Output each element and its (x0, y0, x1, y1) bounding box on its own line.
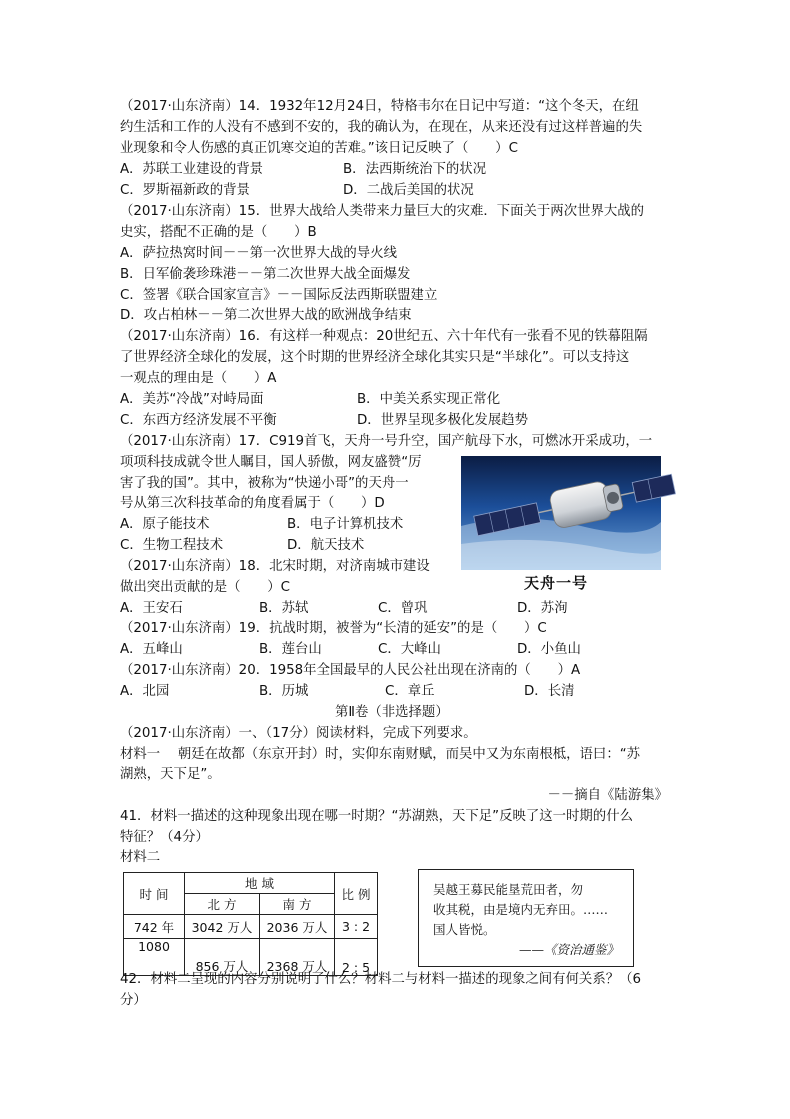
q16-option-c: C．东西方经济发展不平衡 (120, 413, 277, 428)
q17-option-b: B．电子计算机技术 (287, 517, 404, 532)
q15-option-c: C．签署《联合国家宣言》－－国际反法西斯联盟建立 (120, 288, 438, 303)
q14-option-b: B．法西斯统治下的状况 (343, 162, 487, 177)
q42-line1: 42．材料二呈现的内容分别说明了什么？材料二与材料一描述的现象之间有何关系？（6 (120, 972, 642, 987)
section2-title: 第Ⅱ卷（非选择题） (335, 705, 449, 720)
q41-line2: 特征？（4分） (120, 830, 209, 845)
population-table-wrapper (120, 868, 390, 975)
q14-option-d: D．二战后美国的状况 (343, 183, 474, 198)
q19-option-c: C．大峰山 (378, 642, 441, 657)
q41-line1: 41．材料一描述的这种现象出现在哪一时期？“苏湖熟，天下足”反映了这一时期的什么 (120, 809, 633, 824)
quote-line2: 收其税，由是境内无弃田。…… (433, 902, 609, 917)
q20-stem-line1: （2017·山东济南）20．1958年全国最早的人民公社出现在济南的（ ）A (120, 663, 581, 678)
q16-stem-line2: 了世界经济全球化的发展，这个时期的世界经济全球化其实只是“半球化”。可以支持这 (120, 350, 630, 365)
q18-option-c: C．曾巩 (378, 601, 428, 616)
table-cell-time: 742 年 (124, 915, 185, 939)
q19-option-b: B．莲台山 (259, 642, 322, 657)
q15-option-a: A．萨拉热窝时间－－第一次世界大战的导火线 (120, 246, 397, 261)
spacecraft-illustration (461, 456, 661, 570)
table-header-south: 南 方 (260, 894, 335, 915)
q19-option-d: D．小鱼山 (517, 642, 581, 657)
q15-stem-line1: （2017·山东济南）15．世界大战给人类带来力量巨大的灾难．下面关于两次世界大战的 (120, 204, 645, 219)
q17-option-c: C．生物工程技术 (120, 538, 224, 553)
table-header-time: 时 间 (124, 873, 185, 915)
q18-option-b: B．苏轼 (259, 601, 309, 616)
table-cell-north: 856 万人 (185, 939, 260, 976)
table-cell-south: 2036 万人 (260, 915, 335, 939)
q20-option-c: C．章丘 (385, 684, 435, 699)
q18-option-a: A．王安石 (120, 601, 183, 616)
q17-stem-line2: 项项科技成就令世人瞩目，国人骄傲，网友盛赞“厉 (120, 455, 422, 470)
q18-stem-line1: （2017·山东济南）18．北宋时期，对济南城市建设 (120, 559, 430, 574)
material2-label: 材料二 (120, 850, 161, 865)
table-header-ratio: 比 例 (335, 873, 378, 915)
q19-stem-line1: （2017·山东济南）19．抗战时期，被誉为“长清的延安”的是（ ）C (120, 621, 547, 636)
q18-option-d: D．苏洵 (517, 601, 568, 616)
q16-stem-line1: （2017·山东济南）16．有这样一种观点：20世纪五、六十年代有一张看不见的铁幕阻隔 (120, 329, 648, 344)
q16-option-d: D．世界呈现多极化发展趋势 (357, 413, 528, 428)
material1-line1: 材料一 朝廷在故都（东京开封）时，实仰东南财赋，而吴中又为东南根柢，语曰：“苏 (120, 747, 641, 762)
q17-stem-line3: 害了我的国”。其中，被称为“快递小哥”的天舟一 (120, 476, 409, 491)
q42-line2: 分） (120, 993, 147, 1008)
q14-option-c: C．罗斯福新政的背景 (120, 183, 250, 198)
table-cell-south: 2368 万人 (260, 939, 335, 976)
section2-intro: （2017·山东济南）一、（17分）阅读材料，完成下列要求。 (120, 726, 477, 741)
tianzhou-image-caption: 天舟一号 (524, 574, 589, 592)
q16-stem-line3: 一观点的理由是（ ）A (120, 371, 277, 386)
q20-option-b: B．历城 (259, 684, 309, 699)
material1-line2: 湖熟，天下足”。 (120, 767, 221, 782)
table-row (124, 915, 378, 939)
q16-option-b: B．中美关系实现正常化 (357, 392, 501, 407)
quote-source: ——《资治通鉴》 (518, 942, 619, 957)
q16-option-a: A．美苏“冷战”对峙局面 (120, 392, 264, 407)
table-cell-ratio: 2 : 5 (335, 939, 378, 976)
q20-option-a: A．北园 (120, 684, 170, 699)
q19-option-a: A．五峰山 (120, 642, 183, 657)
q14-stem-line2: 约生活和工作的人没有不感到不安的，我的确认为，在现在，从来还没有过这样普遍的失 (120, 120, 643, 135)
population-table (123, 872, 378, 976)
quote-box (418, 869, 634, 967)
quote-line3: 国人皆悦。 (433, 922, 496, 937)
q17-stem-line4: 号从第三次科技革命的角度看属于（ ）D (120, 496, 385, 511)
q14-option-a: A．苏联工业建设的背景 (120, 162, 264, 177)
table-cell-north: 3042 万人 (185, 915, 260, 939)
table-cell-ratio: 3 : 2 (335, 915, 378, 939)
quote-line1: 吴越王募民能垦荒田者，勿 (433, 882, 584, 897)
q15-option-d: D．攻占柏林－－第二次世界大战的欧洲战争结束 (120, 308, 412, 323)
q20-option-d: D．长清 (524, 684, 575, 699)
q17-option-d: D．航天技术 (287, 538, 365, 553)
material1-source: －－摘自《陆游集》 (547, 788, 668, 803)
q15-stem-line2: 史实，搭配不正确的是（ ）B (120, 225, 317, 240)
q17-stem-line1: （2017·山东济南）17．C919首飞，天舟一号升空，国产航母下水，可燃冰开采成功，一 (120, 434, 653, 449)
q18-stem-line2: 做出突出贡献的是（ ）C (120, 580, 291, 595)
q14-stem-line3: 业现象和令人伤感的真正饥寒交迫的苦难。”该日记反映了（ ）C (120, 141, 518, 156)
q14-stem-line1: （2017·山东济南）14．1932年12月24日，特格韦尔在日记中写道：“这个冬天，在纽 (120, 99, 639, 114)
table-cell-time: 1080 (124, 939, 185, 976)
q17-option-a: A．原子能技术 (120, 517, 210, 532)
tianzhou-spacecraft-image (461, 456, 661, 570)
table-header-north: 北 方 (185, 894, 260, 915)
q15-option-b: B．日军偷袭珍珠港－－第二次世界大战全面爆发 (120, 267, 411, 282)
table-header-region: 地 域 (185, 873, 335, 894)
